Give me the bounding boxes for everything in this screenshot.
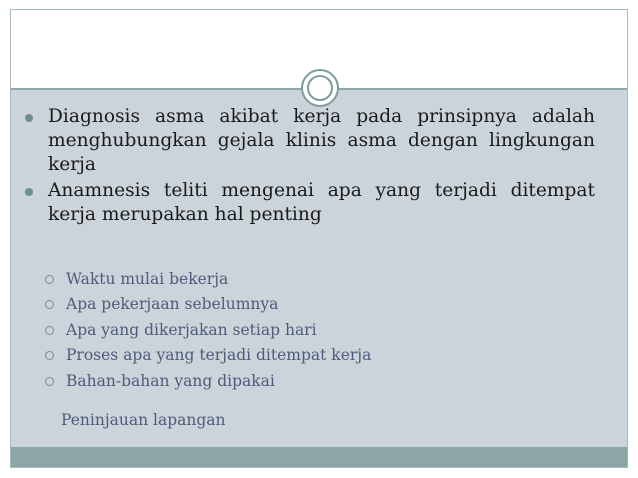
sub-bullet-item — [44, 369, 584, 394]
hollow-circle-bullet-icon — [45, 326, 54, 335]
footer-band — [11, 447, 627, 467]
sub-bullet-item — [44, 318, 584, 343]
sub-bullet-list — [44, 267, 584, 394]
sub-bullet-item — [44, 292, 584, 317]
bullet-text: Diagnosis asma akibat kerja pada prinsipnya adalah menghubungkan gejala klinis asma dengan lingkungan kerja — [48, 106, 595, 175]
hollow-circle-bullet-icon — [45, 351, 54, 360]
bullet-item — [23, 105, 595, 177]
main-bullet-list — [23, 105, 595, 227]
plain-text-line: Peninjauan lapangan — [61, 411, 226, 429]
sub-bullet-item — [44, 343, 584, 368]
sub-bullet-text: Apa pekerjaan sebelumnya — [66, 295, 279, 314]
slide — [10, 9, 628, 468]
sub-bullet-text: Apa yang dikerjakan setiap hari — [66, 320, 317, 339]
bullet-text: Anamnesis teliti mengenai apa yang terjadi ditempat kerja merupakan hal penting — [48, 180, 595, 225]
filled-circle-bullet-icon — [25, 188, 33, 196]
bullet-item — [23, 179, 595, 227]
hollow-circle-bullet-icon — [45, 377, 54, 386]
sub-bullet-item — [44, 267, 584, 292]
hollow-circle-bullet-icon — [45, 275, 54, 284]
sub-bullet-text: Bahan-bahan yang dipakai — [66, 371, 275, 390]
hollow-circle-bullet-icon — [45, 300, 54, 309]
filled-circle-bullet-icon — [25, 114, 33, 122]
sub-bullet-text: Proses apa yang terjadi ditempat kerja — [66, 346, 372, 365]
double-ring-circle-icon — [301, 69, 339, 107]
sub-bullet-text: Waktu mulai bekerja — [66, 270, 229, 288]
